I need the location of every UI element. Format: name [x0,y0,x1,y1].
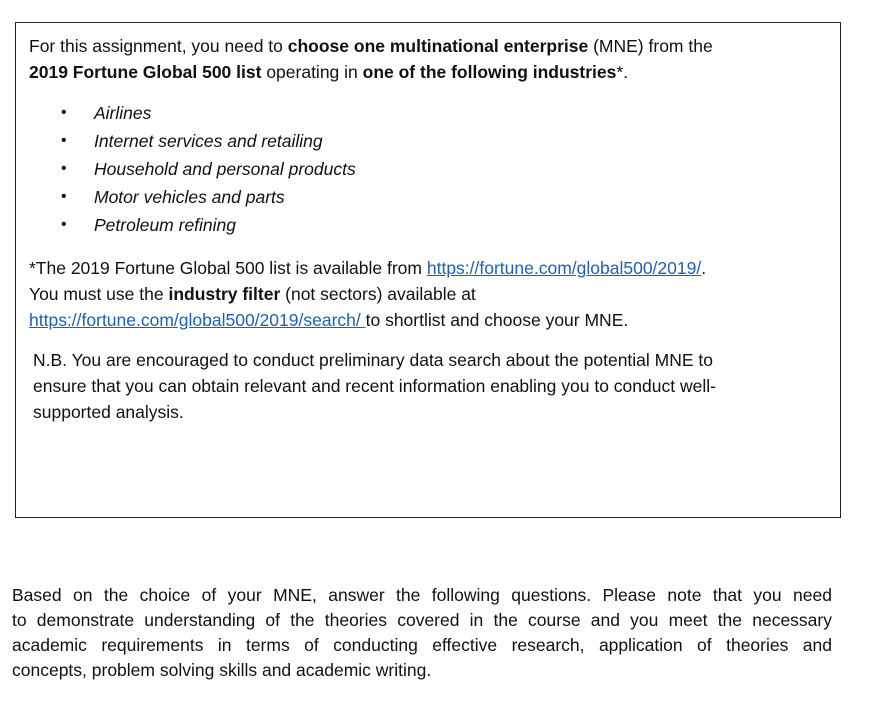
industry-item [29,183,829,211]
fortune-note-line-2: You must use the industry filter (not sectors) available at [29,284,476,304]
industry-label: Airlines [94,103,152,123]
industry-item [29,99,829,127]
industry-label: Internet services and retailing [94,131,323,151]
assignment-box [15,22,841,518]
nb-note-line-1: N.B. You are encouraged to conduct preliminary data search about the potential MNE to [33,350,714,370]
bullet-icon: • [61,160,67,177]
nb-note-line-2: ensure that you can obtain relevant and recent information enabling you to conduct well- [33,376,716,396]
questions-intro-line-2: to demonstrate understanding of the theories covered in the course and you meet the necessary [12,610,832,630]
industry-label: Motor vehicles and parts [94,187,285,207]
intro-bold-fortune-list: 2019 Fortune Global 500 list [29,62,262,82]
intro-line-2: 2019 Fortune Global 500 list operating in one of the following industries*. [29,62,629,82]
industry-label: Household and personal products [94,159,356,179]
fortune-list-note [29,255,829,333]
nb-note-line-3: supported analysis. [33,402,184,422]
industry-item [29,155,829,183]
questions-intro-line-1: Based on the choice of your MNE, answer the following questions. Please note that you need [12,585,832,605]
questions-intro-paragraph [12,583,832,683]
questions-intro-line-4: concepts, problem solving skills and academic writing. [12,660,432,680]
fortune-note-line-3: https://fortune.com/global500/2019/search/ to shortlist and choose your MNE. [29,310,629,330]
bold-industry-filter: industry filter [168,284,281,304]
intro-line-1: For this assignment, you need to choose one multinational enterprise (MNE) from the [29,36,713,56]
questions-intro-line-3: academic requirements in terms of conducting effective research, application of theories and [12,635,832,655]
bullet-icon: • [61,188,67,205]
bullet-icon: • [61,216,67,233]
industry-label: Petroleum refining [94,215,237,235]
industry-item [29,211,829,239]
nb-note [29,347,829,425]
fortune-global500-link[interactable]: https://fortune.com/global500/2019/ [426,258,702,278]
fortune-search-link[interactable]: https://fortune.com/global500/2019/search/ [29,310,366,330]
assignment-intro [29,33,829,85]
intro-bold-choose-mne: choose one multinational enterprise [287,36,589,56]
bullet-icon: • [61,104,67,121]
industry-item [29,127,829,155]
bullet-icon: • [61,132,67,149]
industry-list [29,99,829,239]
assignment-box-content [29,33,829,425]
fortune-note-line-1: *The 2019 Fortune Global 500 list is available from https://fortune.com/global500/2019/. [29,258,707,278]
intro-bold-industries: one of the following industries [362,62,617,82]
